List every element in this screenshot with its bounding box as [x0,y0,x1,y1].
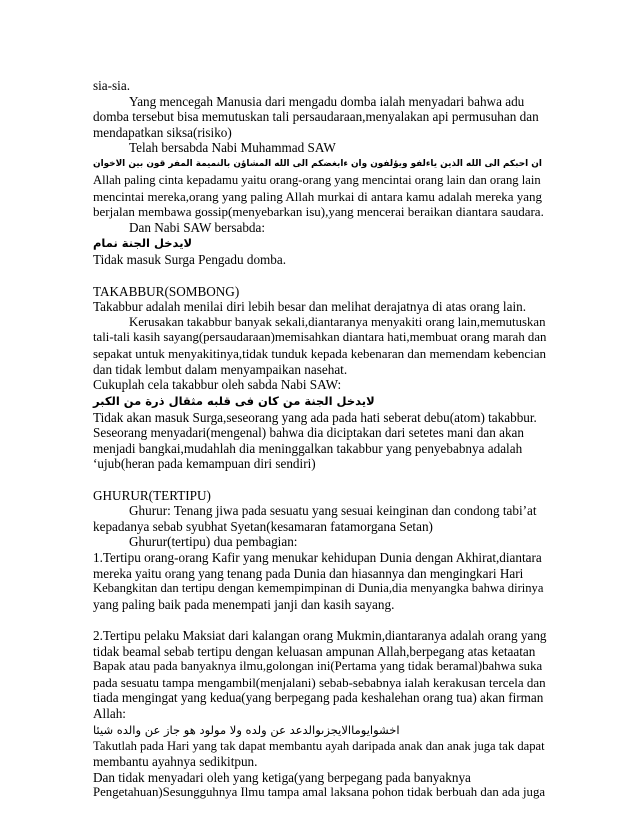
text-line: Ghurur(tertipu) dua pembagian: [129,534,298,550]
text-line: yang paling baik pada menempati janji dan kasih sayang. [93,596,395,612]
paragraph-gap [93,268,547,284]
arabic-hadith-line: لايدخل الجنة من كان فى قلبه مثقال ذرة من الكبر [93,393,375,408]
text-line: Yang mencegah Manusia dari mengadu domba ialah menyadari bahwa adu [129,93,525,109]
text-line: domba tersebut bisa memutuskan tali persaudaraan,menyalakan api permusuhan dan [93,109,539,125]
text-line: Takabbur adalah menilai diri lebih besar dan melihat derajatnya di atas orang lain. [93,299,526,315]
text-line: dan tidak lembut dalam menyampaikan nasehat. [93,361,348,377]
arabic-verse-line: اخشوايوماالايجزىوالدعد عن ولده ولا مولود هو جاز عن والده شيئا [93,722,400,737]
text-line: pada sesuatu tampa mengambil(menjalani) sebab-sebabnya ialah kerakusan tercela dan [93,674,546,690]
arabic-hadith-line: ان احبكم الى الله الذين ياءلفو ويؤلفون وان ءابغضكم الى الله المشاؤن بالنميمة المفر قون بين الاخوان [93,158,542,169]
text-line: Dan Nabi SAW bersabda: [129,219,266,235]
text-line: kepadanya sebab syubhat Syetan(kesamaran fatamorgana Setan) [93,518,433,534]
text-line: Tidak masuk Surga Pengadu domba. [93,252,287,268]
text-line: membantu ayahnya sedikitpun. [93,754,258,770]
text-line: Tidak akan masuk Surga,seseorang yang ada pada hati seberat debu(atom) takabbur. [93,409,537,425]
text-line: Allah: [93,705,126,721]
text-line: ‘ujub(heran pada kemampuan diri sendiri) [93,456,316,472]
text-line: mencintai mereka,orang yang paling Allah murkai di antara kamu adalah mereka yang [93,188,543,204]
section-heading: GHURUR(TERTIPU) [93,487,211,503]
text-line: Pengetahuan)Sesungguhnya Ilmu tampa amal laksana pohon tidak berbuah dan ada juga [93,785,546,800]
text-line: Dan tidak menyadari oleh yang ketiga(yang berpegang pada banyaknya [93,769,471,785]
paragraph-gap [93,472,547,488]
text-line: tali-tali kasih sayang(persaudaraan)memisahkan diantara hati,membuat orang marah dan [93,330,547,345]
text-line: menjadi bangkai,mudahlah dia meninggalkan takabbur yang penyebabnya adalah [93,440,523,456]
text-line: Cukuplah cela takabbur oleh sabda Nabi SAW: [93,377,342,393]
text-line: tidak beamal sebab tertipu dengan keluasan ampunan Allah,berpegang atas ketaatan [93,643,536,659]
text-line: Telah bersabda Nabi Muhammad SAW [129,140,336,156]
text-line: berjalan membawa gossip(menyebarkan isu),yang mencerai beraikan diantara saudara. [93,204,544,220]
text-line: sia-sia. [93,78,130,93]
text-line: Ghurur: Tenang jiwa pada sesuatu yang sesuai keinginan dan condong tabi’at [129,503,537,519]
document-body [93,78,547,801]
text-line: Kebangkitan dan tertipu dengan kemempimpinan di Dunia,dia menyangka bahwa dirinya [93,581,544,596]
text-line: mereka yaitu orang yang tenang pada Dunia dan hiasannya dan mengingkari Hari [93,565,524,581]
section-heading: TAKABBUR(SOMBONG) [93,283,240,299]
text-line: Bapak atau pada banyaknya ilmu,golongan ini(Pertama yang tidak beramal)bahwa suka [93,659,543,674]
text-line: 2.Tertipu pelaku Maksiat dari kalangan orang Mukmin,diantaranya adalah orang yang [93,628,547,643]
text-line: Allah paling cinta kepadamu yaitu orang-orang yang mencintai orang lain dan orang lain [93,172,541,187]
text-line: 1.Tertipu orang-orang Kafir yang menukar kehidupan Dunia dengan Akhirat,diantara [93,550,542,566]
paragraph-gap [93,612,547,628]
text-line: Kerusakan takabbur banyak sekali,diantaranya menyakiti orang lain,memutuskan [129,314,546,329]
text-line: Seseorang menyadari(mengenal) bahwa dia diciptakan dari setetes mani dan akan [93,425,524,441]
arabic-hadith-line: لايدخل الجنة نمام [93,236,193,251]
text-line: Takutlah pada Hari yang tak dapat membantu ayah daripada anak dan anak juga tak dapat [93,738,545,753]
text-line: mendapatkan siksa(risiko) [93,124,232,140]
text-line: tiada mengingat yang kedua(yang berpegang pada keshalehan orang tua) akan firman [93,690,544,706]
text-line: sepakat untuk menyakitinya,tidak tunduk kepada kebenaran dan memendam kebencian [93,345,547,361]
